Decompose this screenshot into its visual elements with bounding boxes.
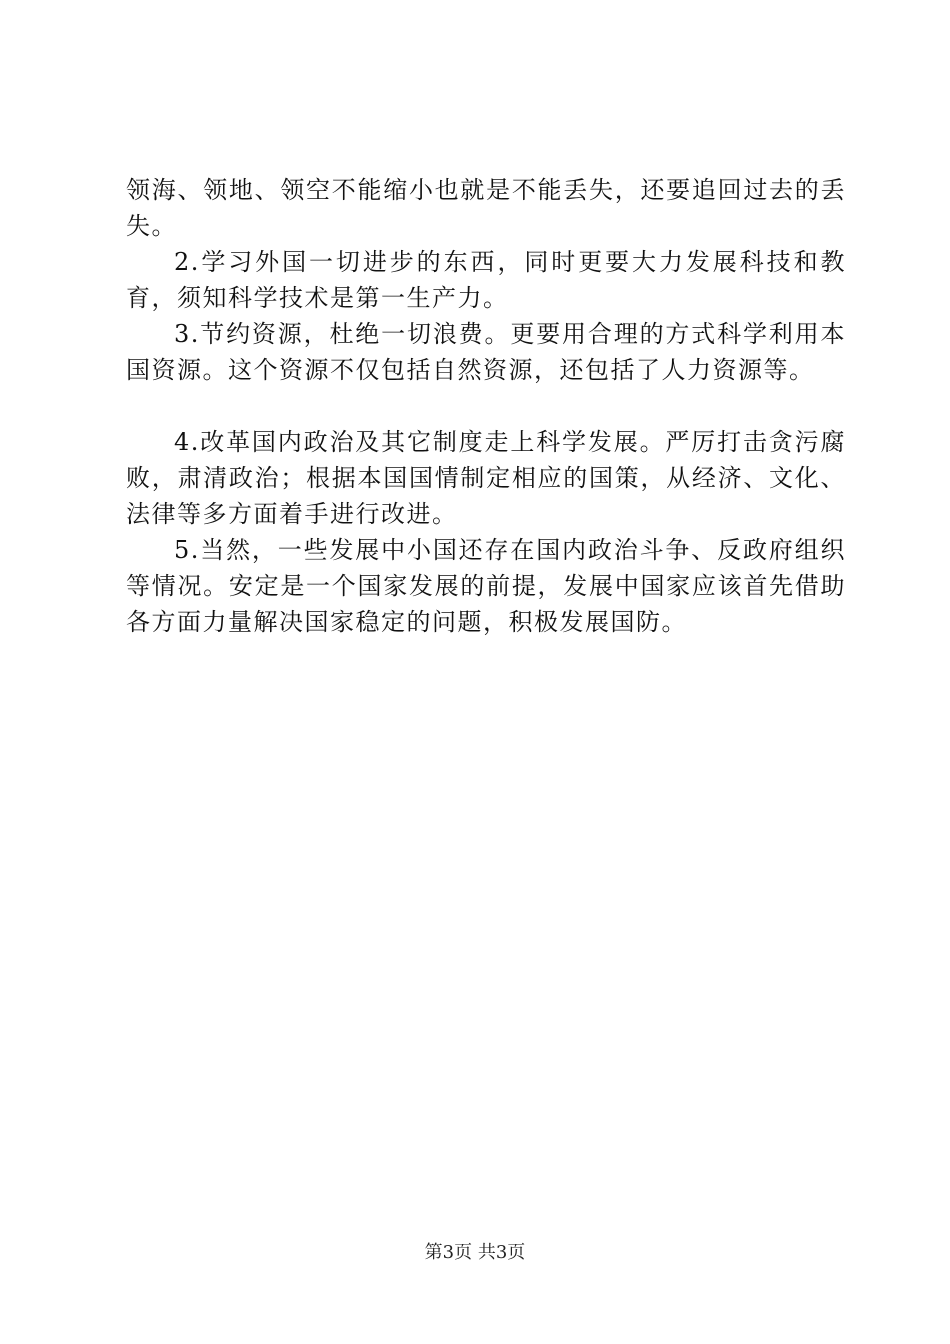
paragraph-item-4: 4.改革国内政治及其它制度走上科学发展。严厉打击贪污腐败，肃清政治；根据本国国情制定相应的国策，从经济、文化、法律等多方面着手进行改进。 <box>126 428 846 528</box>
paragraph-item-5: 5.当然，一些发展中小国还存在国内政治斗争、反政府组织等情况。安定是一个国家发展的前提，发展中国家应该首先借助各方面力量解决国家稳定的问题，积极发展国防。 <box>126 536 846 636</box>
page-footer: 第3页 共3页 <box>424 1242 526 1263</box>
paragraph-item-3: 3.节约资源，杜绝一切浪费。更要用合理的方式科学利用本国资源。这个资源不仅包括自然资源，还包括了人力资源等。 <box>126 320 846 384</box>
paragraph-item-2: 2.学习外国一切进步的东西，同时更要大力发展科技和教育，须知科学技术是第一生产力。 <box>126 248 846 312</box>
document-body <box>126 172 846 640</box>
paragraph-continuation: 领海、领地、领空不能缩小也就是不能丢失，还要追回过去的丢失。 <box>126 176 846 240</box>
